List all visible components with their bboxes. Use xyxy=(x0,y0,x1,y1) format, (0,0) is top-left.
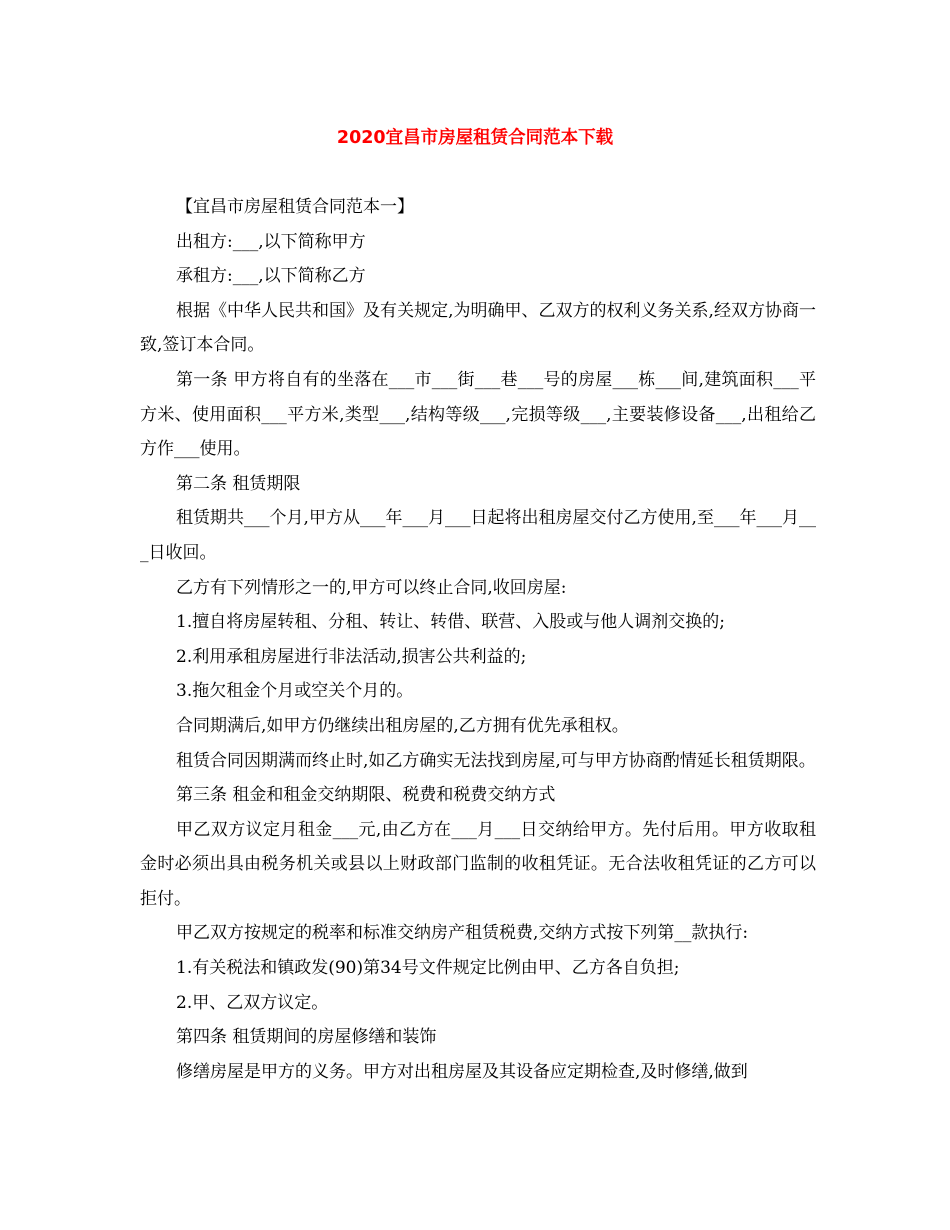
paragraph-lessee: 承租方:___,以下简称乙方 xyxy=(176,266,366,287)
paragraph-rent-payment: 甲乙双方议定月租金___元,由乙方在___月___日交纳给甲方。先付后用。甲方收取租金时必须出具由税务机关或县以上财政部门监制的收租凭证。无合法收租凭证的乙方可以拒付。 xyxy=(140,819,816,909)
paragraph-article-2-heading: 第二条 租赁期限 xyxy=(176,473,301,494)
paragraph-lessor: 出租方:___,以下简称甲方 xyxy=(176,231,366,252)
paragraph-template-heading: 【宜昌市房屋租赁合同范本一】 xyxy=(176,197,414,217)
paragraph-article-4-heading: 第四条 租赁期间的房屋修缮和装饰 xyxy=(176,1027,437,1048)
document-title: 2020宜昌市房屋租赁合同范本下载 xyxy=(336,128,614,148)
paragraph-termination-item-2: 2.利用承租房屋进行非法活动,损害公共利益的; xyxy=(176,646,527,667)
paragraph-termination-item-1: 1.擅自将房屋转租、分租、转让、转借、联营、入股或与他人调剂交换的; xyxy=(176,612,725,633)
paragraph-tax-item-2: 2.甲、乙双方议定。 xyxy=(176,992,329,1013)
paragraph-lease-term: 租赁期共___个月,甲方从___年___月___日起将出租房屋交付乙方使用,至___年___月___日收回。 xyxy=(140,508,816,563)
paragraph-tax-payment: 甲乙双方按规定的税率和标准交纳房产租赁税费,交纳方式按下列第__款执行: xyxy=(176,923,749,944)
paragraph-termination-intro: 乙方有下列情形之一的,甲方可以终止合同,收回房屋: xyxy=(176,577,567,598)
paragraph-priority-right: 合同期满后,如甲方仍继续出租房屋的,乙方拥有优先承租权。 xyxy=(176,715,629,736)
paragraph-extension: 租赁合同因期满而终止时,如乙方确实无法找到房屋,可与甲方协商酌情延长租赁期限。 xyxy=(176,750,816,771)
paragraph-article-1: 第一条 甲方将自有的坐落在___市___街___巷___号的房屋___栋___间,建筑面积___平方米、使用面积___平方米,类型___,结构等级___,完损等级___,主要装修设备___,出租给乙方作___使用。 xyxy=(140,369,816,460)
paragraph-termination-item-3: 3.拖欠租金个月或空关个月的。 xyxy=(176,681,414,702)
document-body xyxy=(140,190,816,1089)
paragraph-article-3-heading: 第三条 租金和租金交纳期限、税费和税费交纳方式 xyxy=(176,785,556,806)
paragraph-repair-duty: 修缮房屋是甲方的义务。甲方对出租房屋及其设备应定期检查,及时修缮,做到 xyxy=(176,1061,748,1082)
paragraph-tax-item-1: 1.有关税法和镇政发(90)第34号文件规定比例由甲、乙方各自负担; xyxy=(176,958,680,979)
paragraph-preamble: 根据《中华人民共和国》及有关规定,为明确甲、乙双方的权利义务关系,经双方协商一致,签订本合同。 xyxy=(140,300,816,356)
